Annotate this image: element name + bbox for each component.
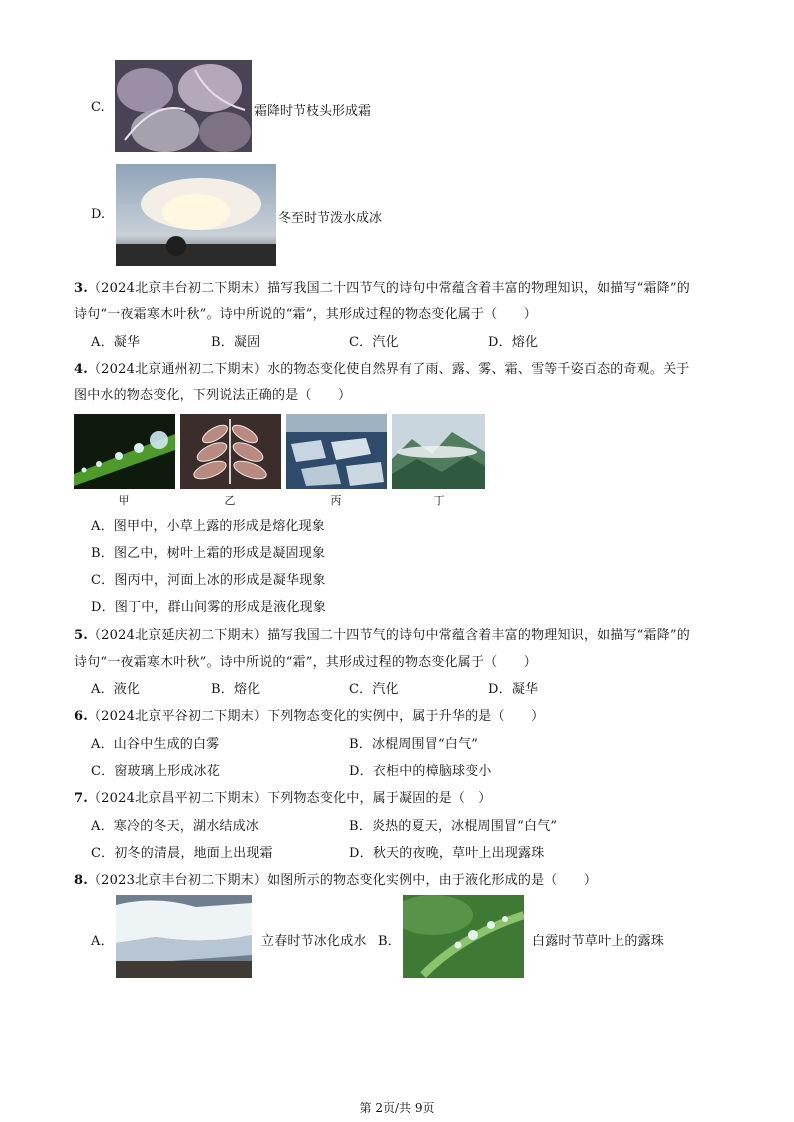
q6-option-c: C．窗玻璃上形成冰花 xyxy=(91,764,220,779)
mountain-fog-image xyxy=(392,414,485,489)
q6-option-d: D．衣柜中的樟脑球变小 xyxy=(349,764,492,779)
question-8: 8.（2023北京丰台初二下期末）如图所示的物态变化实例中，由于液化形成的是（ ） xyxy=(74,873,598,888)
q7-option-b: B．炎热的夏天，冰棍周围冒“白气” xyxy=(349,819,558,834)
water-splash-ice-image xyxy=(116,164,276,266)
dew-grass-image xyxy=(74,414,175,489)
q4-option-d: D．图丁中，群山间雾的形成是液化现象 xyxy=(91,600,327,615)
question-7: 7.（2024北京昌平初二下期末）下列物态变化中，属于凝固的是（ ） xyxy=(74,791,492,806)
page-number-footer: 第 2页/共 9页 xyxy=(359,1101,435,1115)
ice-melting-image xyxy=(116,895,252,978)
q5-option-c: C．汽化 xyxy=(349,682,399,697)
option-d-letter: D. xyxy=(91,207,106,222)
q6-option-b: B．冰棍周围冒“白气” xyxy=(349,737,479,752)
question-5-line2: 诗句“一夜霜寒木叶秋”。诗中所说的“霜”，其形成过程的物态变化属于（ ） xyxy=(74,655,537,670)
option-c-text: 霜降时节枝头形成霜 xyxy=(254,104,372,119)
q3-option-d: D．熔化 xyxy=(488,335,539,350)
caption-jia: 甲 xyxy=(118,494,130,507)
question-3-line2: 诗句“一夜霜寒木叶秋”。诗中所说的“霜”，其形成过程的物态变化属于（ ） xyxy=(74,307,537,322)
caption-bing: 丙 xyxy=(330,494,342,507)
q7-option-a: A．寒冷的冬天，湖水结成冰 xyxy=(91,819,259,834)
dew-drops-grass-image xyxy=(403,895,524,978)
option-d-text: 冬至时节泼水成冰 xyxy=(278,211,383,226)
q3-option-c: C．汽化 xyxy=(349,335,399,350)
caption-yi: 乙 xyxy=(224,494,236,507)
q8-option-a-text: 立春时节冰化成水 xyxy=(261,934,367,949)
q3-option-a: A．凝华 xyxy=(91,335,141,350)
q8-option-b-text: 白露时节草叶上的露珠 xyxy=(532,934,665,949)
q4-option-c: C．图丙中，河面上冰的形成是凝华现象 xyxy=(91,573,326,588)
caption-ding: 丁 xyxy=(433,494,445,507)
question-3: 3.（2024北京丰台初二下期末）描写我国二十四节气的诗句中常蕴含着丰富的物理知识，如描写“霜降”的 xyxy=(74,281,690,296)
q7-option-d: D．秋天的夜晚，草叶上出现露珠 xyxy=(349,846,545,861)
q5-option-a: A．液化 xyxy=(91,682,141,697)
q5-option-b: B．熔化 xyxy=(211,682,261,697)
q7-option-c: C．初冬的清晨，地面上出现霜 xyxy=(91,846,273,861)
q3-option-b: B．凝固 xyxy=(211,335,261,350)
q4-option-b: B．图乙中，树叶上霜的形成是凝固现象 xyxy=(91,546,326,561)
question-4: 4.（2024北京通州初二下期末）水的物态变化使自然界有了雨、露、雾、霜、雪等千姿百态的奇观。关于 xyxy=(74,362,690,377)
frost-leaf-image xyxy=(180,414,281,489)
q6-option-a: A．山谷中生成的白雾 xyxy=(91,737,220,752)
question-6: 6.（2024北京平谷初二下期末）下列物态变化的实例中，属于升华的是（ ） xyxy=(74,709,545,724)
river-ice-image xyxy=(286,414,387,489)
q8-option-a-letter: A． xyxy=(91,934,114,949)
q4-option-a: A．图甲中，小草上露的形成是熔化现象 xyxy=(91,519,325,534)
frost-leaves-image xyxy=(115,60,252,152)
question-4-line2: 图中水的物态变化，下列说法正确的是（ ） xyxy=(74,388,352,403)
question-5: 5.（2024北京延庆初二下期末）描写我国二十四节气的诗句中常蕴含着丰富的物理知识，如描写“霜降”的 xyxy=(74,628,690,643)
q5-option-d: D．凝华 xyxy=(488,682,539,697)
option-c-letter: C. xyxy=(91,100,105,115)
q8-option-b-letter: B． xyxy=(378,934,401,949)
